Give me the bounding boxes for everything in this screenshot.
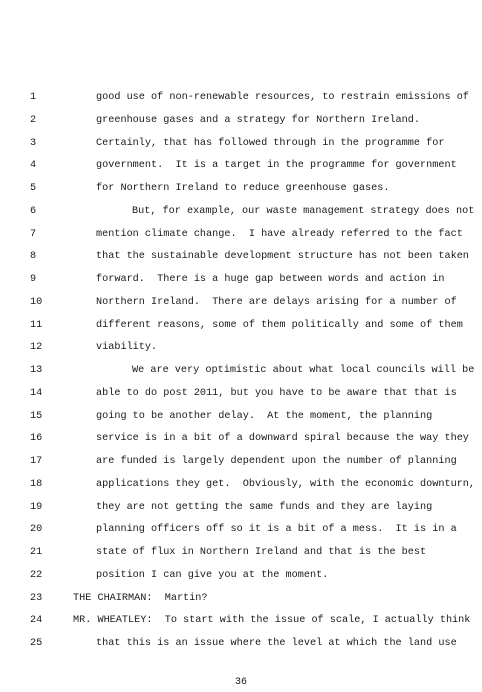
- line-number: 1: [30, 92, 37, 103]
- line-text: Certainly, that has followed through in the programme for: [96, 137, 445, 149]
- transcript-line: [0, 451, 482, 473]
- line-text: service is in a bit of a downward spiral because the way they: [96, 433, 469, 445]
- transcript-line: [0, 292, 482, 314]
- line-number: 2: [30, 114, 37, 126]
- transcript-line: [0, 542, 482, 564]
- transcript-line: [0, 633, 482, 655]
- line-text: planning officers off so it is a bit of a mess. It is in a: [96, 524, 457, 536]
- transcript-line: [0, 110, 482, 132]
- line-number: 13: [30, 365, 43, 376]
- transcript-line: [0, 201, 482, 223]
- line-number: 10: [30, 296, 43, 308]
- transcript-line: [0, 87, 482, 109]
- transcript-line: [0, 155, 482, 177]
- line-text: state of flux in Northern Ireland and that is the best: [96, 547, 427, 558]
- line-text: applications they get. Obviously, with the economic downturn,: [96, 478, 476, 490]
- line-number: 5: [30, 183, 37, 194]
- line-number: 16: [30, 433, 43, 445]
- line-text: mention climate change. I have already referred to the fact: [96, 228, 463, 240]
- speaker-line: [73, 610, 470, 632]
- line-number: 20: [30, 524, 43, 536]
- page-number: 36: [234, 677, 247, 688]
- transcript-line: [0, 565, 482, 587]
- speaker-label: THE CHAIRMAN:: [73, 592, 153, 604]
- line-text: Martin?: [164, 592, 208, 604]
- line-text: for Northern Ireland to reduce greenhouse gases.: [96, 183, 390, 194]
- transcript-line: [0, 360, 482, 382]
- transcript-line: [0, 519, 482, 541]
- line-text: position I can give you at the moment.: [96, 569, 329, 581]
- line-number: 11: [30, 319, 43, 331]
- line-number: 4: [30, 160, 37, 172]
- transcript-line: [0, 428, 482, 450]
- line-text: good use of non-renewable resources, to restrain emissions of: [96, 92, 469, 103]
- transcript-line: [0, 474, 482, 496]
- transcript-line: [0, 406, 482, 428]
- line-number: 14: [30, 387, 43, 399]
- line-number: 3: [30, 137, 37, 149]
- line-number: 21: [30, 547, 43, 558]
- line-text: going to be another delay. At the moment, the planning: [96, 410, 433, 422]
- line-text: To start with the issue of scale, I actually think: [164, 615, 471, 627]
- transcript-line: [0, 610, 482, 632]
- transcript-line: [0, 497, 482, 519]
- line-number: 18: [30, 478, 43, 490]
- transcript-line: [0, 133, 482, 155]
- line-text: government. It is a target in the programme for government: [96, 160, 457, 172]
- line-number: 23: [30, 592, 43, 604]
- line-number: 22: [30, 569, 43, 581]
- line-text: forward. There is a huge gap between words and action in: [96, 274, 445, 285]
- speaker-gap: [152, 615, 164, 626]
- transcript-line: [0, 224, 482, 246]
- line-number: 9: [30, 274, 37, 285]
- transcript-line: [0, 178, 482, 200]
- line-text: We are very optimistic about what local councils will be: [132, 365, 475, 376]
- line-number: 25: [30, 638, 43, 649]
- line-text: are funded is largely dependent upon the number of planning: [96, 456, 457, 467]
- speaker-gap: [152, 593, 164, 604]
- transcript-line: [0, 588, 482, 610]
- speaker-label: MR. WHEATLEY:: [73, 615, 153, 627]
- line-text: that the sustainable development structure has not been taken: [96, 251, 469, 263]
- transcript-line: [0, 315, 482, 337]
- line-number: 12: [30, 342, 43, 354]
- line-text: different reasons, some of them politically and some of them: [96, 319, 463, 331]
- line-number: 24: [30, 615, 43, 627]
- line-number: 7: [30, 228, 37, 240]
- line-text: that this is an issue where the level at which the land use: [96, 638, 457, 649]
- speaker-line: [73, 588, 208, 610]
- line-number: 15: [30, 410, 43, 422]
- line-number: 19: [30, 501, 43, 513]
- transcript-line: [0, 246, 482, 268]
- transcript-line: [0, 383, 482, 405]
- line-text: they are not getting the same funds and they are laying: [96, 501, 433, 513]
- line-text: Northern Ireland. There are delays arising for a number of: [96, 296, 457, 308]
- line-number: 17: [30, 456, 43, 467]
- transcript-line: [0, 269, 482, 291]
- line-text: greenhouse gases and a strategy for Northern Ireland.: [96, 114, 421, 126]
- line-text: able to do post 2011, but you have to be aware that that is: [96, 387, 457, 399]
- line-text: viability.: [96, 342, 158, 354]
- line-text: But, for example, our waste management strategy does not: [132, 205, 475, 217]
- transcript-line: [0, 337, 482, 359]
- line-number: 8: [30, 251, 37, 263]
- line-number: 6: [30, 205, 37, 217]
